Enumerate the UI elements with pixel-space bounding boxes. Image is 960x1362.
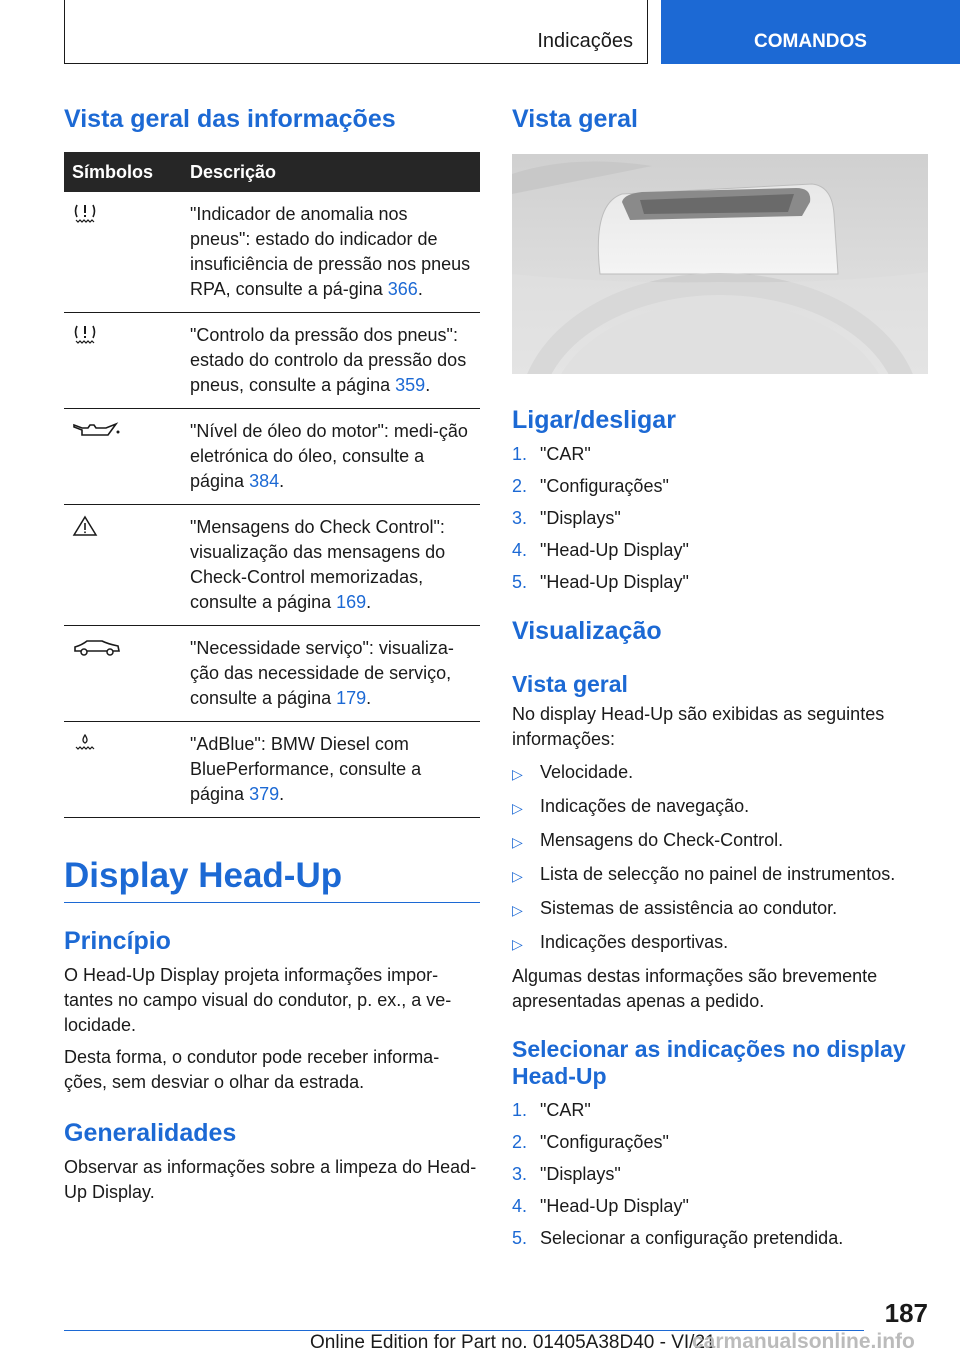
page-link[interactable]: 366 bbox=[387, 279, 418, 299]
table-row: "AdBlue": BMW Diesel com BluePerformance, consulte a página 379. bbox=[64, 722, 480, 818]
list-item: ▷ Mensagens do Check-Control. bbox=[512, 830, 784, 850]
page-link[interactable]: 359 bbox=[395, 375, 426, 395]
tire-pressure-warning-icon bbox=[72, 202, 98, 224]
list-item: 1. "CAR" bbox=[512, 444, 591, 464]
principio-paragraph-1: O Head-Up Display projeta informações impor-tantes no campo visual do condutor, p. ex., a ve-locidade. bbox=[64, 965, 452, 1035]
list-item: ▷ Sistemas de assistência ao condutor. bbox=[512, 898, 838, 918]
header-section-label: Indicações bbox=[537, 30, 633, 52]
car-service-icon bbox=[72, 636, 122, 658]
vista-geral-paragraph: No display Head-Up são exibidas as seguintes informações: bbox=[512, 704, 885, 749]
row-description: "Controlo da pressão dos pneus": estado do controlo da pressão dos pneus, consulte a página bbox=[190, 325, 467, 395]
hud-dashboard-photo bbox=[512, 154, 928, 374]
page-link[interactable]: 179 bbox=[336, 688, 367, 708]
list-item: ▷ Indicações de navegação. bbox=[512, 796, 750, 816]
tire-pressure-monitor-icon bbox=[72, 323, 98, 345]
header-chapter-label: COMANDOS bbox=[754, 31, 867, 52]
list-item: 5. "Head-Up Display" bbox=[512, 572, 689, 592]
row-description: "Mensagens do Check Control": visualização das mensagens do Check-Control memorizadas, consulte a página bbox=[190, 517, 446, 612]
edition-text: Online Edition for Part no. 01405A38D40 - VI/21 bbox=[310, 1332, 716, 1353]
header-chapter-tab bbox=[661, 0, 960, 64]
list-item: 2. "Configurações" bbox=[512, 476, 669, 496]
info-bullets bbox=[512, 760, 928, 957]
list-item: 3. "Displays" bbox=[512, 1164, 621, 1184]
header-section-box bbox=[64, 0, 648, 64]
list-item: 4. "Head-Up Display" bbox=[512, 1196, 689, 1216]
selecionar-steps bbox=[512, 1098, 928, 1251]
table-row: "Indicador de anomalia nos pneus": estado do indicador de insuficiência de pressão nos pneus RPA, consulte a pá-gina 366. bbox=[64, 192, 480, 313]
selecionar-heading: Selecionar as indicações no display Head-Up bbox=[512, 1036, 906, 1089]
overview-title: Vista geral das informações bbox=[64, 105, 396, 133]
right-column bbox=[512, 102, 928, 1258]
list-item: 2. "Configurações" bbox=[512, 1132, 669, 1152]
principio-paragraph-2: Desta forma, o condutor pode receber informa-ções, sem desviar o olhar da estrada. bbox=[64, 1047, 440, 1092]
page-link[interactable]: 169 bbox=[336, 592, 367, 612]
vista-geral-subheading: Vista geral bbox=[512, 671, 628, 697]
list-item: 4. "Head-Up Display" bbox=[512, 540, 689, 560]
row-description: "AdBlue": BMW Diesel com BluePerformance, consulte a página bbox=[190, 734, 422, 804]
col-header-symbols: Símbolos bbox=[64, 152, 190, 192]
visualizacao-heading: Visualização bbox=[512, 617, 662, 645]
hud-section-title: Display Head-Up bbox=[64, 856, 480, 903]
ligar-steps bbox=[512, 442, 928, 595]
page-number: 187 bbox=[884, 1298, 928, 1328]
adblue-icon bbox=[72, 732, 98, 754]
table-row: "Mensagens do Check Control": visualização das mensagens do Check-Control memorizadas, consulte a página 169. bbox=[64, 505, 480, 626]
row-description: "Nível de óleo do motor": medi-ção eletrónica do óleo, consulte a página bbox=[190, 421, 468, 491]
symbols-table bbox=[64, 152, 480, 818]
watermark: carmanualsonline.info bbox=[692, 1330, 915, 1353]
generalidades-heading: Generalidades bbox=[64, 1119, 237, 1147]
ligar-heading: Ligar/desligar bbox=[512, 406, 676, 434]
list-item: 5. Selecionar a configuração pretendida. bbox=[512, 1228, 844, 1248]
table-row: "Controlo da pressão dos pneus": estado do controlo da pressão dos pneus, consulte a página 359. bbox=[64, 313, 480, 409]
table-row: "Nível de óleo do motor": medi-ção eletrónica do óleo, consulte a página 384. bbox=[64, 409, 480, 505]
after-bullets-paragraph: Algumas destas informações são brevemente apresentadas apenas a pedido. bbox=[512, 966, 878, 1011]
page-link[interactable]: 384 bbox=[249, 471, 280, 491]
row-description: "Necessidade serviço": visualiza-ção das necessidade de serviço, consulte a página bbox=[190, 638, 454, 708]
list-item: ▷ Lista de selecção no painel de instrumentos. bbox=[512, 864, 896, 884]
warning-triangle-icon bbox=[72, 515, 98, 537]
overview-title-right: Vista geral bbox=[512, 105, 639, 133]
left-column bbox=[64, 102, 480, 1205]
list-item: 3. "Displays" bbox=[512, 508, 621, 528]
col-header-description: Descrição bbox=[190, 152, 480, 192]
generalidades-paragraph: Observar as informações sobre a limpeza do Head-Up Display. bbox=[64, 1157, 477, 1202]
list-item: 1. "CAR" bbox=[512, 1100, 591, 1120]
page-link[interactable]: 379 bbox=[249, 784, 280, 804]
principio-heading: Princípio bbox=[64, 927, 171, 955]
row-description: "Indicador de anomalia nos pneus": estado do indicador de insuficiência de pressão nos pneus RPA, consulte a pá-gina bbox=[190, 204, 471, 299]
list-item: ▷ Indicações desportivas. bbox=[512, 932, 729, 952]
table-row: "Necessidade serviço": visualiza-ção das necessidade de serviço, consulte a página 179. bbox=[64, 626, 480, 722]
list-item: ▷ Velocidade. bbox=[512, 762, 634, 782]
oil-can-icon bbox=[72, 419, 122, 441]
